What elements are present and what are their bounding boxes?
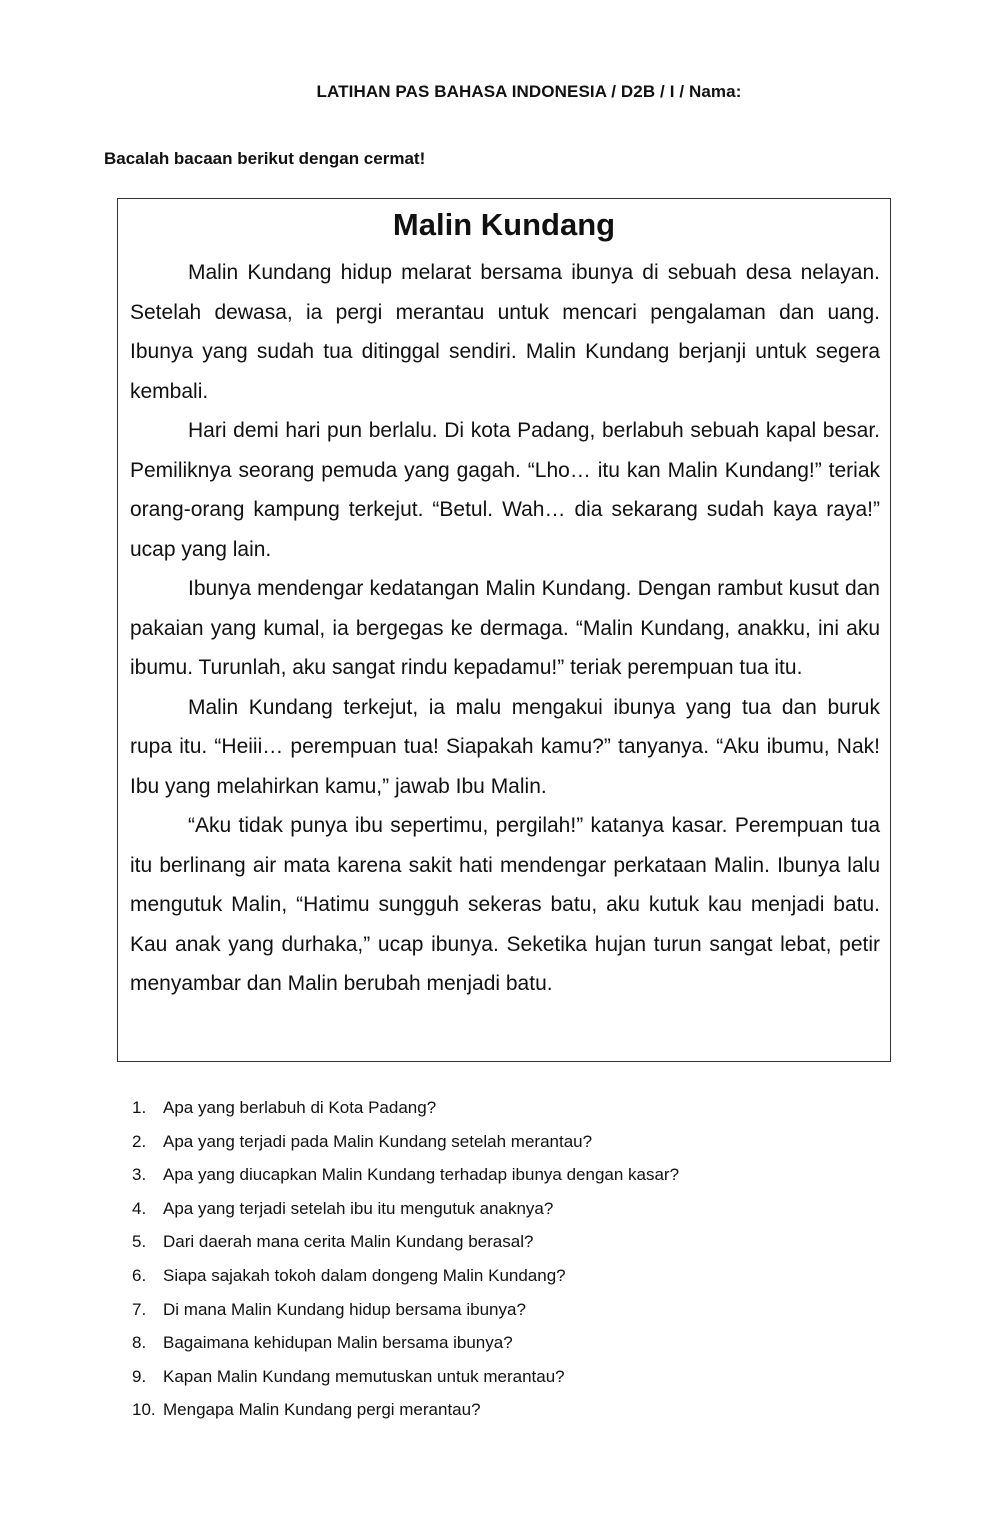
- question-text: Apa yang terjadi pada Malin Kundang setelah merantau?: [163, 1131, 593, 1151]
- question-text: Di mana Malin Kundang hidup bersama ibunya?: [163, 1299, 526, 1319]
- question-item: [132, 1259, 679, 1293]
- question-number: 9.: [132, 1366, 147, 1386]
- question-item: [132, 1158, 679, 1192]
- question-number: 5.: [132, 1232, 147, 1252]
- question-item: [132, 1225, 679, 1259]
- question-list: [132, 1091, 679, 1427]
- worksheet-header: [0, 82, 1000, 102]
- question-text: Dari daerah mana cerita Malin Kundang berasal?: [163, 1232, 534, 1252]
- story-body: [130, 253, 880, 1004]
- story-box: [117, 198, 891, 1062]
- question-text: Mengapa Malin Kundang pergi merantau?: [163, 1400, 481, 1420]
- question-item: [132, 1192, 679, 1226]
- question-number: 6.: [132, 1265, 147, 1285]
- question-item: [132, 1326, 679, 1360]
- question-text: Siapa sajakah tokoh dalam dongeng Malin Kundang?: [163, 1265, 566, 1285]
- question-number: 1.: [132, 1098, 147, 1117]
- story-paragraph: Ibunya mendengar kedatangan Malin Kundang. Dengan rambut kusut dan pakaian yang kumal, ia bergegas ke dermaga. “Malin Kundang, anakku, ini aku ibumu. Turunlah, aku sangat rindu kepadamu!” teriak perempuan tua itu.: [130, 577, 880, 679]
- worksheet-title: LATIHAN PAS BAHASA INDONESIA / D2B / I / Nama:: [316, 82, 742, 101]
- question-number: 2.: [132, 1131, 147, 1151]
- question-number: 4.: [132, 1198, 147, 1218]
- question-item: [132, 1360, 679, 1394]
- story-title: Malin Kundang: [392, 207, 616, 242]
- question-item: [132, 1091, 679, 1125]
- question-text: Apa yang diucapkan Malin Kundang terhadap ibunya dengan kasar?: [163, 1165, 680, 1185]
- story-paragraph: Hari demi hari pun berlalu. Di kota Padang, berlabuh sebuah kapal besar. Pemiliknya seorang pemuda yang gagah. “Lho… itu kan Malin Kundang!” teriak orang-orang kampung terkejut. “Betul. Wah… dia sekarang sudah kaya raya!” ucap yang lain.: [130, 419, 880, 561]
- question-text: Apa yang berlabuh di Kota Padang?: [163, 1098, 437, 1117]
- question-item: [132, 1125, 679, 1159]
- story-paragraph: “Aku tidak punya ibu sepertimu, pergilah!” katanya kasar. Perempuan tua itu berlinang air mata karena sakit hati mendengar perkataan Malin. Ibunya lalu mengutuk Malin, “Hatimu sungguh sekeras batu, aku kutuk kau menjadi batu. Kau anak yang durhaka,” ucap ibunya. Seketika hujan turun sangat lebat, petir menyambar dan Malin berubah menjadi batu.: [130, 814, 880, 995]
- question-text: Apa yang terjadi setelah ibu itu mengutuk anaknya?: [163, 1198, 554, 1218]
- question-number: 3.: [132, 1165, 147, 1185]
- question-text: Kapan Malin Kundang memutuskan untuk merantau?: [163, 1366, 565, 1386]
- question-text: Bagaimana kehidupan Malin bersama ibunya?: [163, 1333, 513, 1353]
- story-paragraph: Malin Kundang terkejut, ia malu mengakui ibunya yang tua dan buruk rupa itu. “Heiii… perempuan tua! Siapakah kamu?” tanyanya. “Aku ibumu, Nak! Ibu yang melahirkan kamu,” jawab Ibu Malin.: [130, 695, 880, 798]
- question-number: 10.: [132, 1400, 156, 1420]
- question-item: [132, 1393, 679, 1427]
- question-number: 7.: [132, 1299, 147, 1319]
- story-paragraph: Malin Kundang hidup melarat bersama ibunya di sebuah desa nelayan. Setelah dewasa, ia pergi merantau untuk mencari pengalaman dan uang. Ibunya yang sudah tua ditinggal sendiri. Malin Kundang berjanji untuk segera kembali.: [130, 261, 880, 403]
- question-number: 8.: [132, 1333, 147, 1353]
- question-item: [132, 1293, 679, 1327]
- reading-instruction: Bacalah bacaan berikut dengan cermat!: [104, 149, 426, 168]
